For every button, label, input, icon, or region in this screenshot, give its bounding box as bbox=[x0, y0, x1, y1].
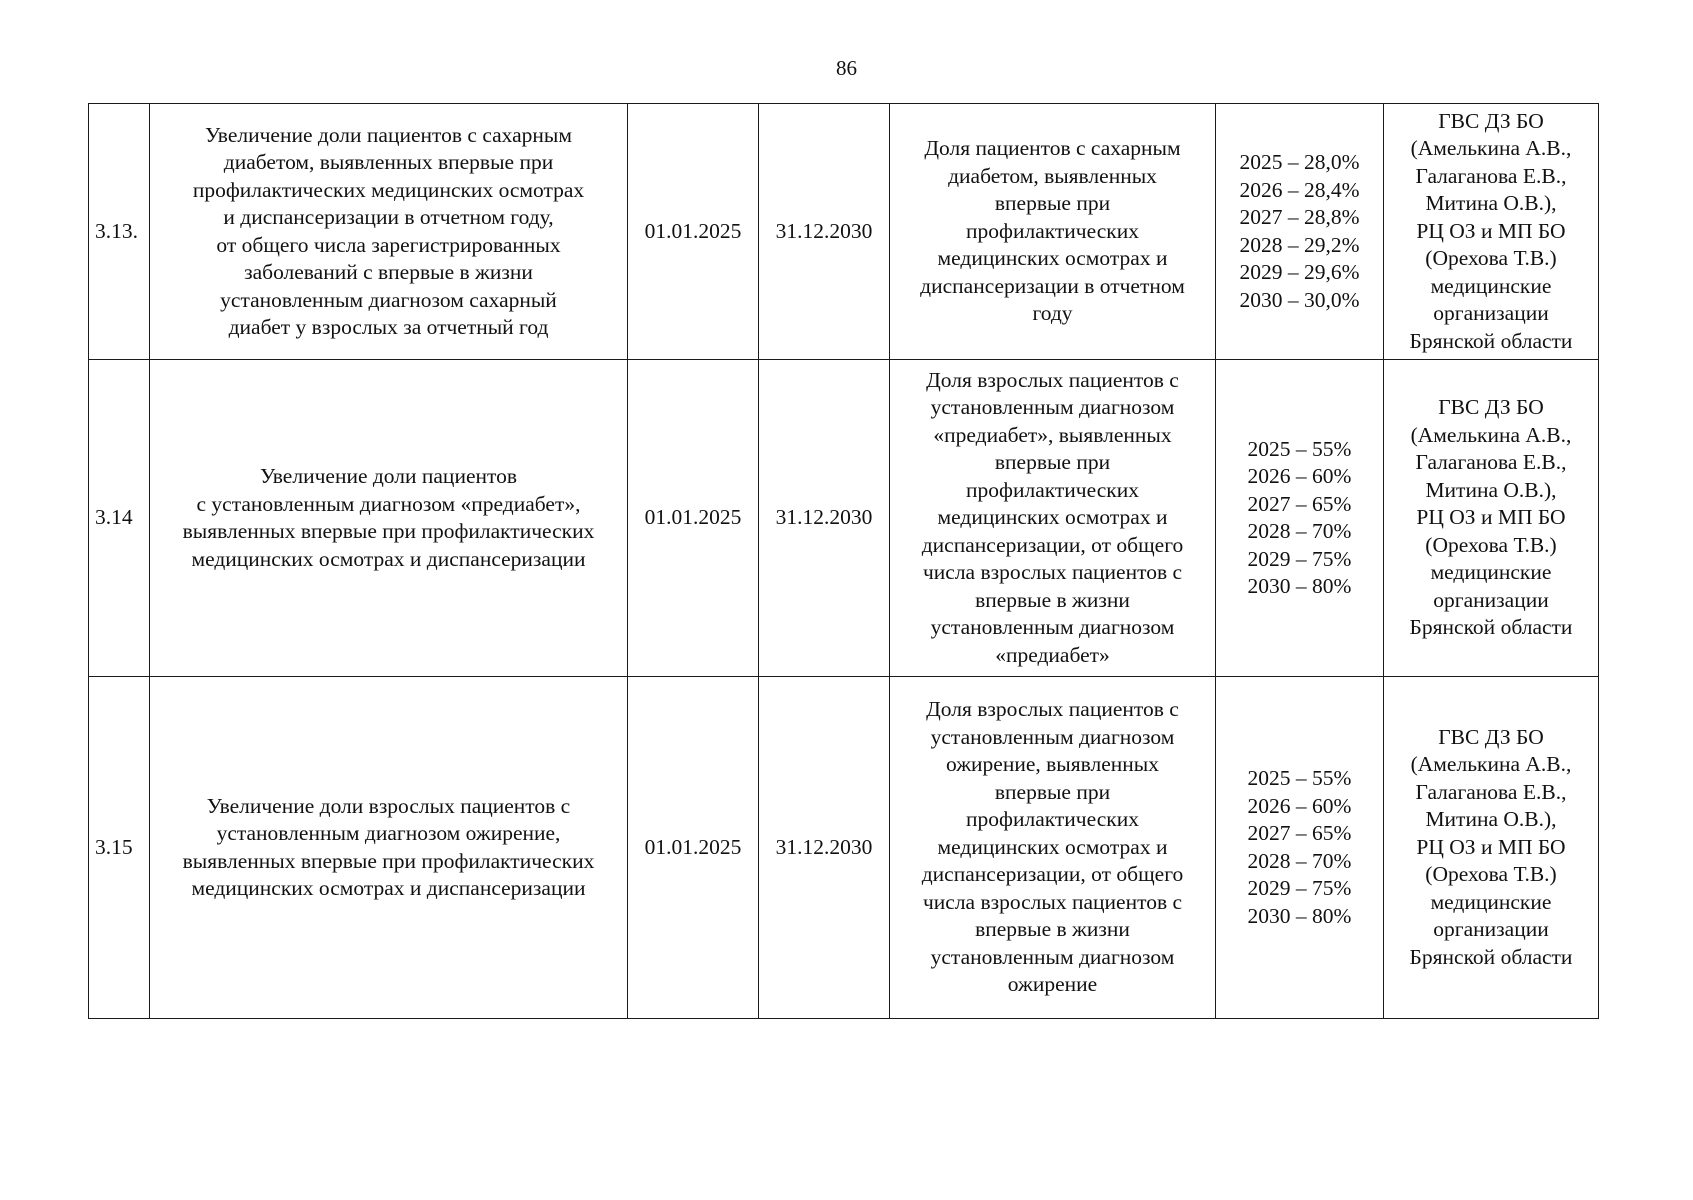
responsible-line: ГВС ДЗ БО bbox=[1438, 395, 1544, 420]
target-value: 2027 – 28,8% bbox=[1239, 205, 1360, 229]
event-name: Увеличение доли взрослых пациентов с установленным диагнозом ожирение, выявленных впервые при профилактических медицинских осмотрах и диспансеризации bbox=[150, 677, 628, 1019]
responsible-line: (Орехова Т.В.) bbox=[1425, 246, 1557, 271]
responsible-line: (Амелькина А.В., bbox=[1410, 136, 1572, 161]
responsible-line: Брянской области bbox=[1409, 944, 1573, 969]
responsible-line: Брянской области bbox=[1409, 615, 1573, 640]
target-value: 2025 – 55% bbox=[1247, 766, 1352, 790]
responsible-parties bbox=[1384, 677, 1599, 1019]
responsible-line: ГВС ДЗ БО bbox=[1438, 108, 1544, 133]
target-values bbox=[1216, 677, 1384, 1019]
target-value: 2026 – 60% bbox=[1247, 464, 1352, 488]
target-values bbox=[1216, 360, 1384, 677]
responsible-line: РЦ ОЗ и МП БО bbox=[1416, 505, 1566, 530]
target-value: 2026 – 60% bbox=[1247, 793, 1352, 818]
responsible-line: Галаганова Е.В., bbox=[1415, 163, 1567, 188]
table-row bbox=[89, 677, 1599, 1019]
target-value: 2029 – 75% bbox=[1247, 546, 1352, 571]
measures-table bbox=[88, 103, 1599, 1019]
start-date: 01.01.2025 bbox=[628, 104, 759, 360]
indicator-description: Доля пациентов с сахарным диабетом, выявленных впервые при профилактических медицинских осмотрах и диспансеризации в отчетном году bbox=[890, 104, 1216, 360]
target-value: 2028 – 29,2% bbox=[1239, 232, 1360, 257]
target-value: 2025 – 55% bbox=[1247, 436, 1352, 461]
event-name: Увеличение доли пациентов с сахарным диабетом, выявленных впервые при профилактических медицинских осмотрах и диспансеризации в отчетном году, от общего числа зарегистрированных заболеваний с впервые в жизни установленным диагнозом сахарный диабет у взрослых за отчетный год bbox=[150, 104, 628, 360]
target-value: 2029 – 29,6% bbox=[1239, 260, 1360, 284]
responsible-line: медицинские bbox=[1430, 889, 1552, 914]
responsible-line: (Амелькина А.В., bbox=[1410, 752, 1572, 777]
target-values bbox=[1216, 104, 1384, 360]
responsible-line: организации bbox=[1433, 587, 1549, 612]
responsible-line: (Амелькина А.В., bbox=[1410, 422, 1572, 447]
responsible-line: организации bbox=[1433, 917, 1549, 942]
target-value: 2027 – 65% bbox=[1247, 491, 1352, 516]
target-value: 2029 – 75% bbox=[1247, 876, 1352, 900]
page-number: 86 bbox=[836, 56, 857, 80]
responsible-line: РЦ ОЗ и МП БО bbox=[1416, 834, 1566, 859]
item-number: 3.13. bbox=[89, 104, 150, 360]
target-value: 2025 – 28,0% bbox=[1239, 150, 1360, 174]
target-value: 2030 – 80% bbox=[1247, 574, 1352, 598]
event-name: Увеличение доли пациентов с установленным диагнозом «предиабет», выявленных впервые при профилактических медицинских осмотрах и диспансеризации bbox=[150, 360, 628, 677]
responsible-line: (Орехова Т.В.) bbox=[1425, 862, 1557, 887]
responsible-parties bbox=[1384, 104, 1599, 360]
target-value: 2028 – 70% bbox=[1247, 519, 1352, 543]
responsible-line: Галаганова Е.В., bbox=[1415, 779, 1567, 804]
end-date: 31.12.2030 bbox=[759, 104, 890, 360]
responsible-line: Галаганова Е.В., bbox=[1415, 450, 1567, 475]
target-value: 2030 – 80% bbox=[1247, 903, 1352, 928]
item-number: 3.14 bbox=[89, 360, 150, 677]
end-date: 31.12.2030 bbox=[759, 360, 890, 677]
responsible-line: Митина О.В.), bbox=[1425, 477, 1557, 502]
responsible-line: Митина О.В.), bbox=[1425, 807, 1557, 832]
table-row bbox=[89, 360, 1599, 677]
responsible-line: ГВС ДЗ БО bbox=[1438, 724, 1544, 749]
responsible-line: РЦ ОЗ и МП БО bbox=[1416, 218, 1566, 243]
target-value: 2027 – 65% bbox=[1247, 821, 1352, 845]
responsible-line: медицинские bbox=[1430, 560, 1552, 585]
start-date: 01.01.2025 bbox=[628, 360, 759, 677]
responsible-line: организации bbox=[1433, 301, 1549, 326]
responsible-line: (Орехова Т.В.) bbox=[1425, 532, 1557, 557]
responsible-parties bbox=[1384, 360, 1599, 677]
responsible-line: медицинские bbox=[1430, 273, 1552, 298]
table-row bbox=[89, 104, 1599, 360]
responsible-line: Брянской области bbox=[1409, 328, 1573, 353]
target-value: 2026 – 28,4% bbox=[1239, 177, 1360, 202]
indicator-description: Доля взрослых пациентов с установленным диагнозом ожирение, выявленных впервые при профилактических медицинских осмотрах и диспансеризации, от общего числа взрослых пациентов с впервые в жизни установленным диагнозом ожирение bbox=[890, 677, 1216, 1019]
responsible-line: Митина О.В.), bbox=[1425, 191, 1557, 216]
item-number: 3.15 bbox=[89, 677, 150, 1019]
target-value: 2028 – 70% bbox=[1247, 848, 1352, 873]
start-date: 01.01.2025 bbox=[628, 677, 759, 1019]
end-date: 31.12.2030 bbox=[759, 677, 890, 1019]
indicator-description: Доля взрослых пациентов с установленным диагнозом «предиабет», выявленных впервые при профилактических медицинских осмотрах и диспансеризации, от общего числа взрослых пациентов с впервые в жизни установленным диагнозом «предиабет» bbox=[890, 360, 1216, 677]
target-value: 2030 – 30,0% bbox=[1239, 287, 1360, 312]
